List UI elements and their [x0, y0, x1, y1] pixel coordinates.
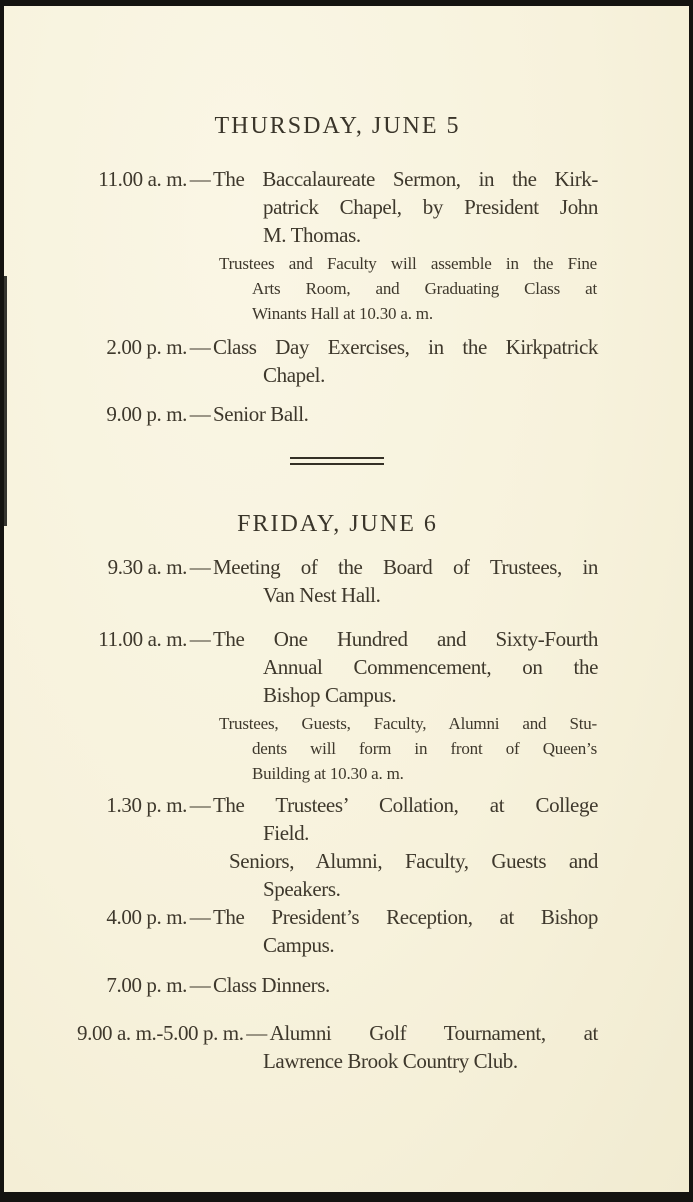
schedule-entry [77, 333, 598, 389]
em-dash: — [189, 973, 211, 997]
schedule-section [77, 509, 598, 1075]
entry-subline: Speakers. [263, 877, 341, 901]
entry-time: 2.00 p. m. [106, 335, 187, 359]
note-line: Building at 10.30 a. m. [252, 764, 404, 783]
entry-time: 4.00 p. m. [106, 905, 187, 929]
entry-time: 9.30 a. m. [107, 555, 187, 579]
schedule-section [77, 111, 598, 428]
entry-first-line [77, 400, 598, 428]
schedule-entry [77, 971, 598, 999]
entry-list [77, 553, 598, 1075]
schedule-entry [77, 553, 598, 609]
day-title: FRIDAY, JUNE 6 [237, 511, 438, 537]
entry-line: The Trustees’ Collation, at College [213, 793, 598, 817]
entry-first-line [77, 625, 598, 653]
entry-line: Van Nest Hall. [263, 583, 381, 607]
entry-first-line [77, 553, 598, 581]
entry-line: Bishop Campus. [263, 683, 397, 707]
schedule-entry [77, 165, 598, 326]
day-title: THURSDAY, JUNE 5 [214, 113, 461, 139]
entry-first-line [77, 791, 598, 819]
entry-line: The President’s Reception, at Bishop [213, 905, 598, 929]
entry-first-line [77, 165, 598, 193]
entry-first-line [77, 1019, 598, 1047]
schedule [4, 111, 689, 1075]
entry-first-line [77, 971, 598, 999]
em-dash: — [246, 1021, 267, 1045]
entry-line: Alumni Golf Tournament, at [269, 1021, 598, 1045]
entry-line: Chapel. [263, 363, 325, 387]
em-dash: — [189, 167, 211, 191]
schedule-entry [77, 791, 598, 903]
assembly-note [219, 251, 597, 326]
entry-first-line [77, 903, 598, 931]
entry-time: 9.00 p. m. [106, 402, 187, 426]
schedule-entry [77, 903, 598, 959]
schedule-entry [77, 1019, 598, 1075]
entry-line: The One Hundred and Sixty-Fourth [213, 627, 598, 651]
em-dash: — [189, 627, 211, 651]
em-dash: — [189, 905, 211, 929]
entry-line: Meeting of the Board of Trustees, in [213, 555, 598, 579]
note-line: Arts Room, and Graduating Class at [252, 279, 597, 298]
schedule-entry [77, 625, 598, 786]
entry-subline: Seniors, Alumni, Faculty, Guests and [229, 849, 598, 873]
entry-line: patrick Chapel, by President John [263, 195, 598, 219]
entry-first-line [77, 333, 598, 361]
note-line: Trustees and Faculty will assemble in the Fine [219, 254, 597, 273]
entry-line: Field. [263, 821, 310, 845]
em-dash: — [189, 555, 211, 579]
entry-time: 7.00 p. m. [106, 973, 187, 997]
section-divider [290, 457, 384, 465]
entry-line: Lawrence Brook Country Club. [263, 1049, 518, 1073]
entry-line: Class Day Exercises, in the Kirkpatrick [213, 335, 598, 359]
em-dash: — [189, 335, 211, 359]
entry-time: 9.00 a. m.-5.00 p. m. [77, 1021, 244, 1045]
entry-time: 1.30 p. m. [106, 793, 187, 817]
note-line: Trustees, Guests, Faculty, Alumni and Stu- [219, 714, 597, 733]
em-dash: — [189, 402, 211, 426]
note-line: dents will form in front of Queen’s [252, 739, 597, 758]
entry-line: Class Dinners. [213, 973, 330, 997]
entry-time: 11.00 a. m. [98, 627, 187, 651]
entry-list [77, 165, 598, 428]
assembly-note [219, 711, 597, 786]
em-dash: — [189, 793, 211, 817]
entry-line: Annual Commencement, on the [263, 655, 598, 679]
note-line: Winants Hall at 10.30 a. m. [252, 304, 433, 323]
schedule-entry [77, 400, 598, 428]
entry-line: Senior Ball. [213, 402, 309, 426]
entry-time: 11.00 a. m. [98, 167, 187, 191]
entry-line: Campus. [263, 933, 335, 957]
paper-sheet [4, 6, 689, 1192]
entry-line: The Baccalaureate Sermon, in the Kirk- [213, 167, 598, 191]
entry-line: M. Thomas. [263, 223, 361, 247]
